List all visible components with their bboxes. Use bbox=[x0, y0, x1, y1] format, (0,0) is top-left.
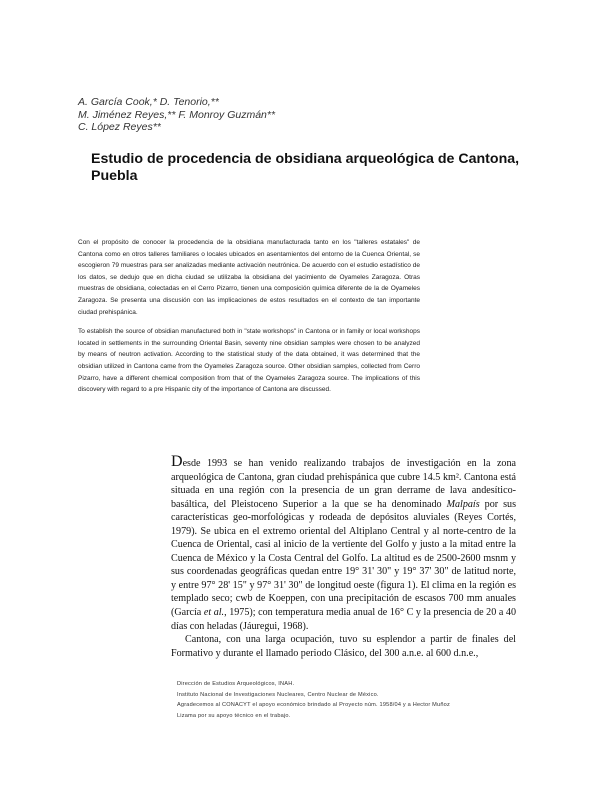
body-text-run: por sus características geo-morfológicas y rodeada de depósitos aluviales (Reyes Cortés, 1979). Se ubica en el extremo oriental del Altiplano Central y al norte-centro de la Cuenca de Oriental, casi al inicio de la vertiente del Golfo y justo a la mitad entre la Cuenca de México y la Costa Central del Golfo. La altitud es de 2500-2600 msnm y sus coordenadas geográficas quedan entre 19° 31' 30" y 19° 37' 30" de latitud norte, y entre 97° 28' 15" y 97° 31' 30" de longitud oeste (figura 1). El clima en la región es templado seco; cwb de Koeppen, con una precipitación de escasos 700 mm anuales (García bbox=[171, 498, 516, 619]
footnote: Agradecemos al CONACYT el apoyo económico brindado al Proyecto núm. 1958/04 y a Hector Muñoz bbox=[177, 702, 450, 708]
drop-cap: D bbox=[171, 453, 183, 470]
author-line: M. Jiménez Reyes,** F. Monroy Guzmán** bbox=[78, 108, 276, 121]
abstract-block bbox=[78, 237, 420, 404]
body-text bbox=[171, 453, 517, 660]
et-al-term: et al. bbox=[203, 607, 225, 619]
footnote: Instituto Nacional de Investigaciones Nucleares, Centro Nuclear de México. bbox=[177, 691, 379, 698]
body-paragraph bbox=[171, 453, 517, 633]
abstract-spanish: Con el propósito de conocer la procedencia de la obsidiana manufacturada tanto en los "talleres estatales" de Cantona como en otros talleres familiares o locales ubicados en asentamientos del entorno de la Cuenca Oriental, se escogieron 79 muestras para ser analizadas mediante activación neutrónica. De acuerdo con el estudio estadístico de los datos, se dedujo que en dicha ciudad se utilizaba la obsidiana del yacimiento de Oyameles Zaragoza. Otras muestras de obsidiana, colectadas en el Cerro Pizarro, tienen una composición química diferente de la de Oyameles Zaragoza. Se presenta una discusión con las implicaciones de estos resultados en el contexto de tan importante ciudad prehispánica. bbox=[78, 239, 420, 316]
author-line: C. López Reyes** bbox=[78, 121, 161, 133]
footnote: Dirección de Estudios Arqueológicos, INAH. bbox=[177, 681, 295, 687]
footnotes bbox=[177, 679, 517, 721]
abstract-english: To establish the source of obsidian manufactured both in "state workshops" in Cantona or in family or local workshops located in settlements in the surrounding Oriental Basin, seventy nine obsidian samples were chosen to be analyzed by means of neutron activation. According to the statistical study of the data obtained, it was determined that the obsidian utilized in Cantona came from the Oyameles Zaragoza source. Other obsidian samples, collected from Cerro Pizarro, have a different chemical composition from that of the Oyameles Zaragoza source. The implications of this discovery with regard to a pre Hispanic city of the importance of Cantona are discussed. bbox=[78, 328, 420, 394]
body-paragraph: Cantona, con una larga ocupación, tuvo su esplendor a partir de finales del Formativo y durante el llamado periodo Clásico, del 300 a.n.e. al 600 d.n.e., bbox=[171, 634, 516, 659]
body-text-run: esde 1993 se han venido realizando trabajos de investigación en la zona arqueológica de Cantona, gran ciudad prehispánica que cubre 14.5 km². Cantona está situada en una región con la presencia de un gran derrame de lava andesítico-basáltica, del Pleistoceno Superior a la que se ha denominado bbox=[171, 458, 516, 510]
article-title: Estudio de procedencia de obsidiana arqueológica de Cantona, Puebla bbox=[91, 151, 520, 184]
author-line: A. García Cook,* D. Tenorio,** bbox=[78, 96, 219, 108]
footnote: Lizama por su apoyo técnico en el trabajo. bbox=[177, 712, 291, 719]
body-text-run: , 1975); con temperatura media anual de 16° C y la presencia de 20 a 40 días con heladas (Jáuregui, 1968). bbox=[171, 607, 517, 632]
authors-block bbox=[78, 96, 398, 134]
malpais-term: Malpaís bbox=[446, 498, 480, 510]
